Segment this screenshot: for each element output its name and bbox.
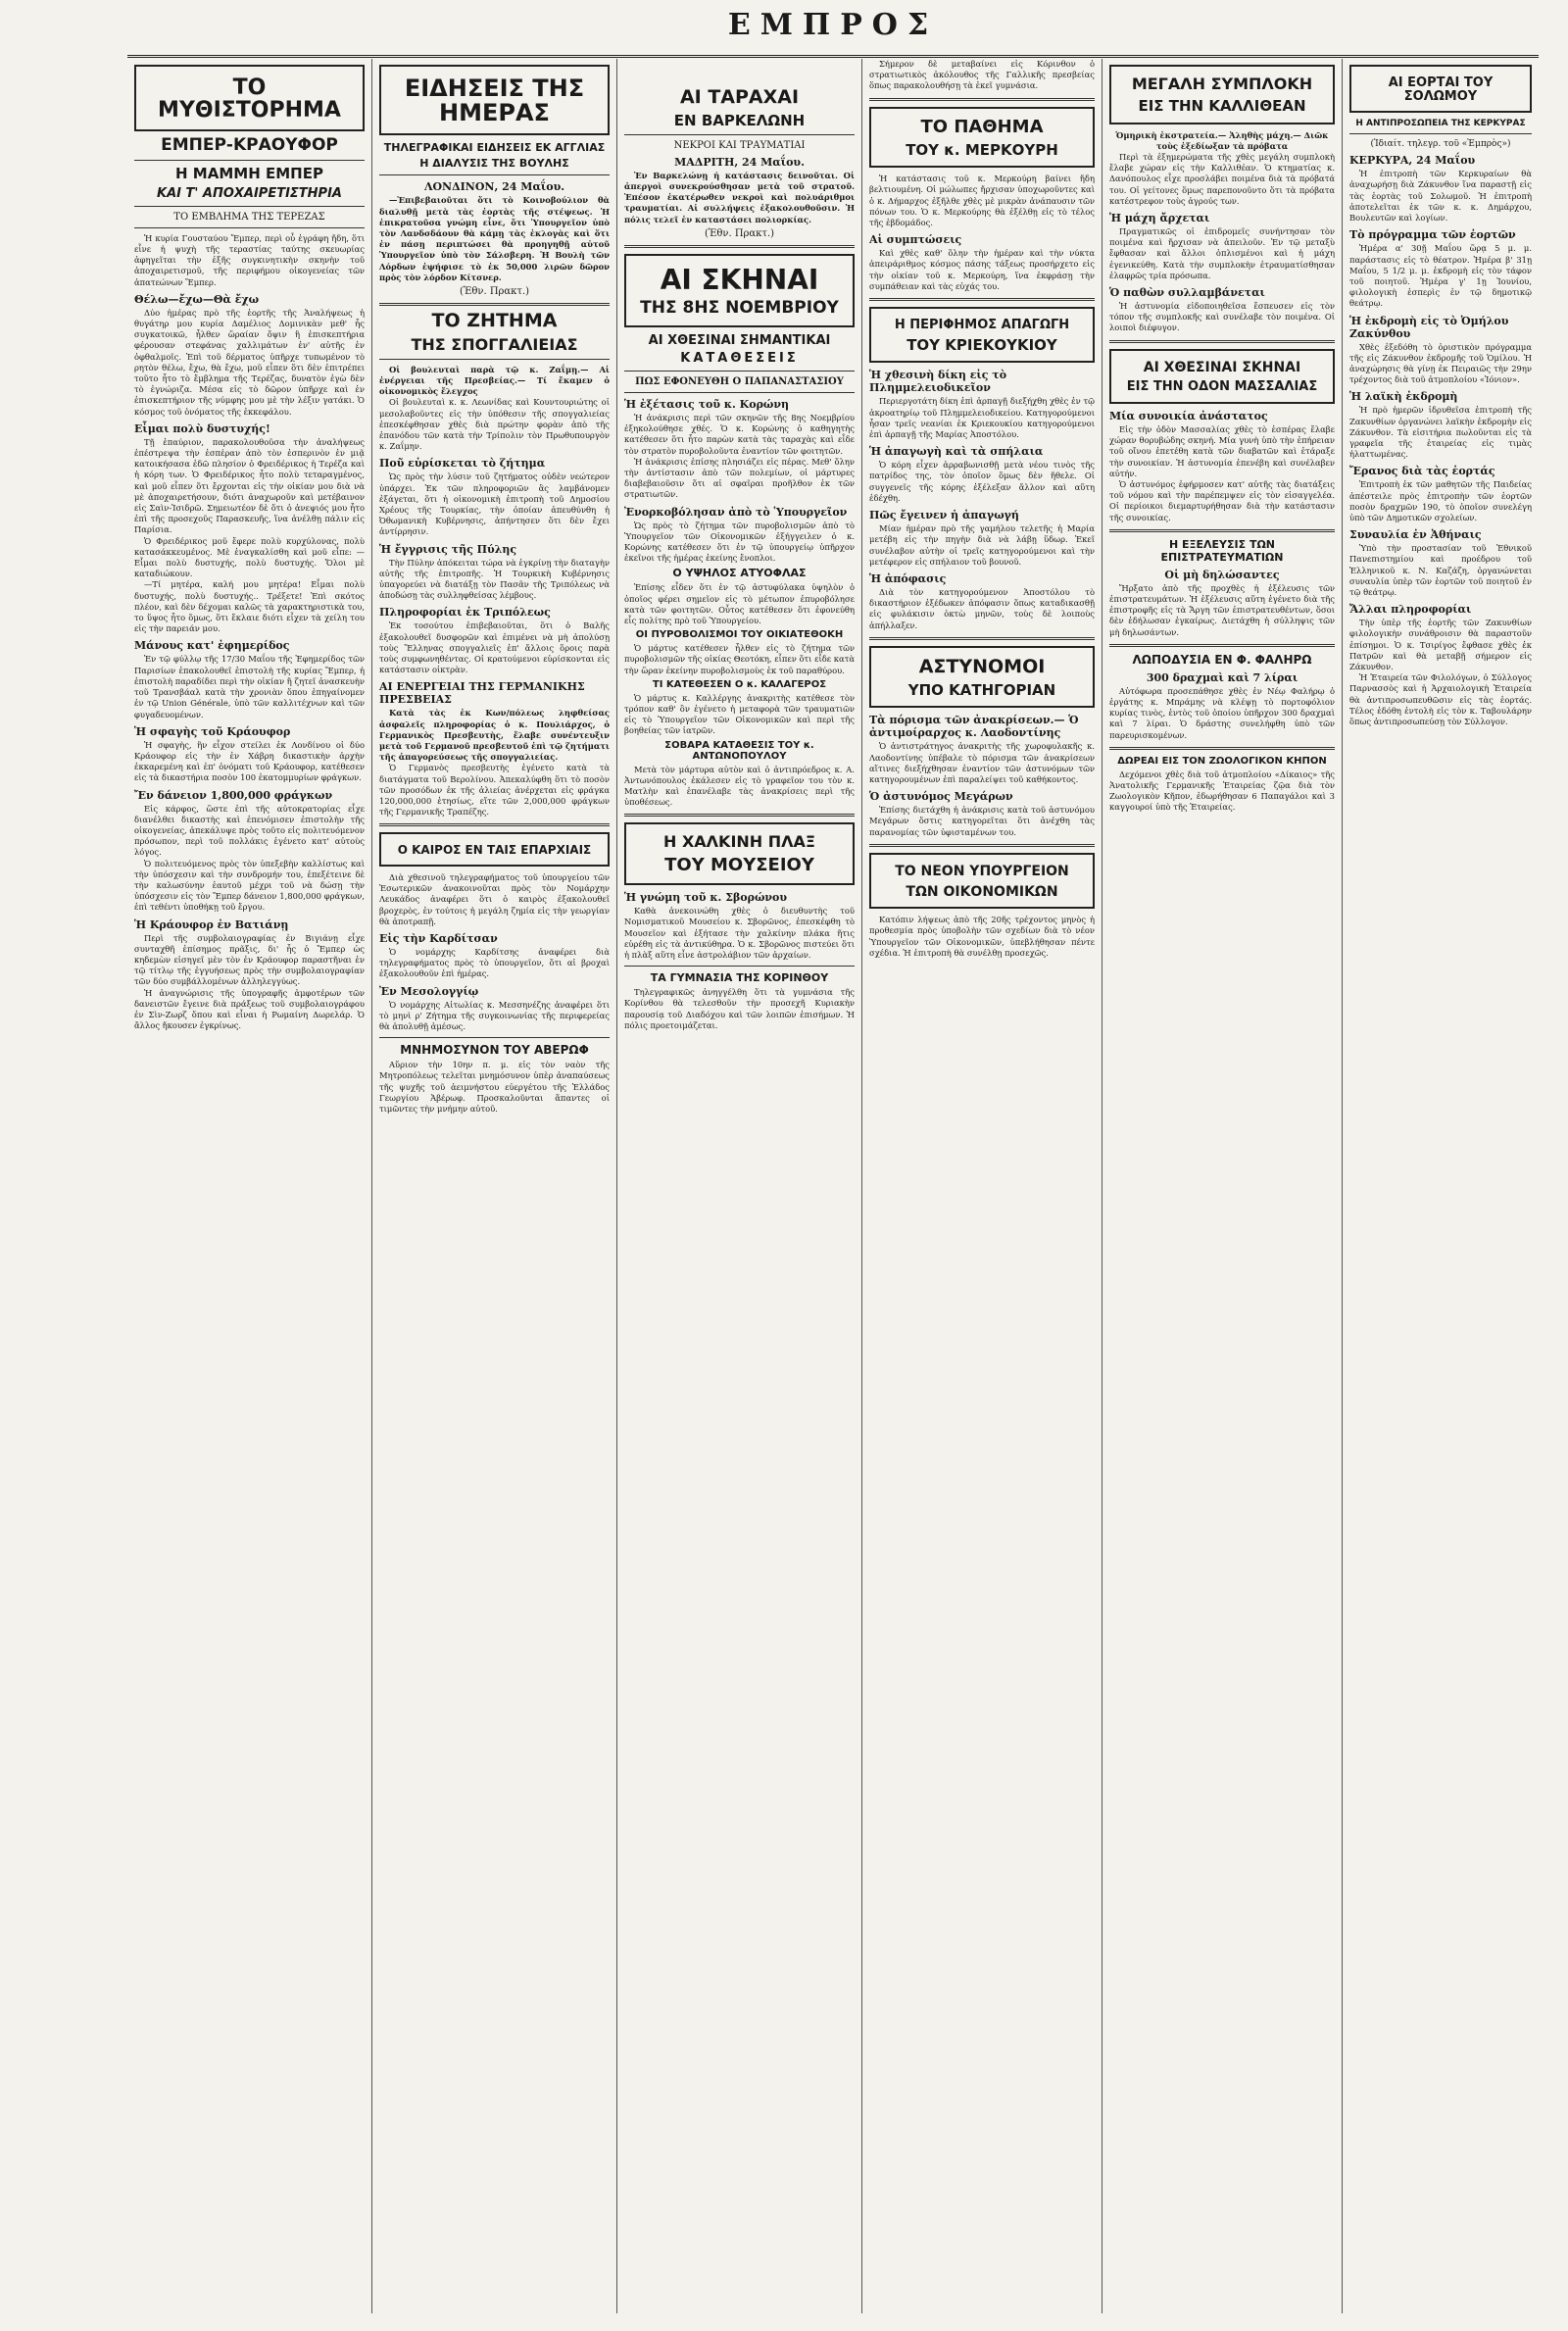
article-headline: ΤΟΥ ΚΡΙΕΚΟΥΚΙΟΥ bbox=[906, 335, 1057, 354]
subhead: Εἶμαι πολὺ δυστυχής! bbox=[134, 422, 270, 435]
article-text: Ὡς πρὸς τὸ ζήτημα τῶν πυροβολισμῶν ἀπὸ τὸ Ὑπουργεῖον τῶν Οἰκονομικῶν ἐξήγγειλεν ὁ κ. Κορώνης κατέθεσεν ὅτι ἐν τῷ ὑπουργείῳ ὑπῆρχον ἐκεῖνοι τῆς ἡμέρας ἐκείνης ἔνοπλοι. bbox=[624, 520, 855, 564]
article-headline: ΑΙ ΧΘΕΣΙΝΑΙ ΣΚΗΝΑΙ bbox=[1143, 359, 1301, 375]
article-text: Ἡ ἐπιτροπὴ τῶν Κερκυραίων θὰ ἀναχωρήσῃ διὰ Ζάκυνθον ἵνα παραστῇ εἰς τὰς ἑορτὰς τοῦ Σολωμοῦ. Ἡ ἐπιτροπὴ ἀποτελεῖται ἐκ τῶν κ. κ. Δημάρχου, Βουλευτῶν καὶ λογίων. bbox=[1349, 169, 1532, 223]
article-headline: ΜΕΓΑΛΗ ΣΥΜΠΛΟΚΗ bbox=[1131, 74, 1313, 93]
section-banner bbox=[869, 307, 1095, 363]
article-subheadline: ΣΟΒΑΡΑ ΚΑΤΑΘΕΣΙΣ ΤΟΥ κ. ΑΝΤΩΝΟΠΟΥΛΟΥ bbox=[664, 739, 814, 762]
article-text: Τὴν Πύλην ἀπόκειται τώρα νὰ ἐγκρίνῃ τὴν διαταγὴν αὐτῆς τῆς ἐπιτροπῆς. Ἡ Τουρκικὴ Κυβέρνησις ὑπαγορεύει νὰ διατάξῃ τὸν Πασᾶν τῆς Τριπόλεως νὰ ἀποδώσῃ τὰς συλληφθείσας λέμβους. bbox=[379, 557, 610, 601]
article-headline: ΤΟ ΠΑΘΗΜΑ bbox=[920, 116, 1044, 137]
article-text: —Ἐπιβεβαιοῦται ὅτι τὸ Κοινοβούλιον θὰ διαλυθῇ μετὰ τὰς ἑορτὰς τῆς στέψεως. Ἡ ἐπικρατοῦσα γνώμη εἶνε, ὅτι Ὑπουργεῖον ὑπὸ τὸν Λανδσδάουν θὰ κάμῃ τὰς ἐκλογὰς καὶ ὅτι ἐν πάσῃ περιπτώσει θὰ προηγηθῇ αὐτοῦ Ὑπουργεῖον ὑπὸ τὸν Σάλσβερη. Ἡ Βουλὴ τῶν Λόρδων ἐψήφισε τὸ ἐκ 50,000 λιρῶν δῶρον πρὸς τὸν λόρδον Κίτσνερ. bbox=[379, 195, 610, 282]
article-headline: Ο ΚΑΙΡΟΣ ΕΝ ΤΑΙΣ ΕΠΑΡΧΙΑΙΣ bbox=[397, 843, 592, 858]
subhead: Τὰ πόρισμα τῶν ἀνακρίσεων.— Ὁ ἀντιμοίραρχος κ. Λαοδοντίνης bbox=[869, 714, 1079, 740]
article-text: Περὶ τῆς συμβολαιογραφίας ἐν Βιγιάνῃ εἶχε συνταχθῆ ἐπίσημος πρᾶξις, δι' ἧς ὁ Ἔμπερ ὡς κηδεμὼν εἰσηγεῖ μὲν τὸν ἐν Κράουφορ παραστῆναι ἐν τῷ τίτλῳ τῆς ἐγγυήσεως πρὸς τὴν συμβολαιογραφίαν τῶν δύο συμβάλλομένων ἀλληλεγγύως. bbox=[134, 932, 365, 987]
source-note: (Ἐθν. Πρακτ.) bbox=[704, 227, 775, 239]
subhead: Ἡ Κράουφορ ἐν Βατιάνῃ bbox=[134, 918, 289, 931]
column-daily-news bbox=[372, 59, 617, 2313]
article-headline: ΤΩΝ ΟΙΚΟΝΟΜΙΚΩΝ bbox=[906, 883, 1058, 900]
article-subheadline: ΤΙ ΚΑΤΕΘΕΣΕΝ Ο κ. ΚΑΛΑΓΕΡΟΣ bbox=[652, 678, 827, 690]
novel-author: ΕΜΠΕΡ-ΚΡΑΟΥΦΟΡ bbox=[161, 135, 338, 156]
column-merkouris bbox=[862, 59, 1102, 2313]
article-text: Ὁ νομάρχης Αἰτωλίας κ. Μεσσηνέζης ἀναφέρει ὅτι τὸ μηνὶ ρ' Ζήτημα τῆς συγκοινωνίας τῆς περιφερείας θὰ ἀπολυθῇ ἀμέσως. bbox=[379, 999, 610, 1032]
article-text: Οἱ βουλευταὶ κ. κ. Λεωνίδας καὶ Κουντουριώτης οἱ μεσολαβοῦντες εἰς τὴν ὑπόθεσιν τῆς σπογγαλιείας ἐπεσκέφθησαν χθὲς διὰ πρώτην φορὰν ἀπὸ τῆς ἐπανόδου τῶν κατὰ τὴν Τρίπολιν τὸν Πρωθυπουργὸν κ. Ζαΐμην. bbox=[379, 397, 610, 452]
article-text: Ἡ κυρία Γουσταύου Ἔμπερ, περὶ οὗ ἐγράφη ἤδη, ὅτι εἶνε ἡ ψυχὴ τῆς τεραστίας ταύτης σκευωρίας ἀφηγεῖται τὴν ἐξῆς συγκινητικὴν σκηνὴν τοῦ ἀποχαιρετισμοῦ, τῆς περιφήμου οἰκογενείας τῶν ἀπατεώνων Ἔμπερ. bbox=[134, 232, 365, 287]
article-text: Πραγματικῶς οἱ ἐπιδρομεῖς συνήντησαν τὸν ποιμένα καὶ ἤρχισαν νὰ ἀπειλοῦν. Ἐν τῷ μεταξὺ ἔφθασαν καὶ ἄλλοι ὁπλισμένοι καὶ ἡ μάχη ἐγενικεύθη. Κατὰ τὴν συμπλοκὴν ἐτραυματίσθησαν ἐλαφρῶς τρία πρόσωπα. bbox=[1109, 225, 1335, 280]
subhead: Ἡ γνώμη τοῦ κ. Σβορώνου bbox=[624, 891, 788, 905]
subhead: Ἡ χθεσινὴ δίκη εἰς τὸ Πλημμελειοδικεῖον bbox=[869, 369, 1007, 395]
article-text: Διὰ χθεσινοῦ τηλεγραφήματος τοῦ ὑπουργείου τῶν Ἐσωτερικῶν ἀνακοινοῦται πρὸς τὸν Νομάρχην Λευκάδος ἀναφέρει ὅτι ὁ καιρὸς ἐξακολουθεῖ βροχερὸς, ἐν τούτοις ἡ μεγάλη ζημία εἰς τὴν γεωργίαν θὰ ἀποτραπῇ. bbox=[379, 872, 610, 926]
columns bbox=[127, 59, 1539, 2313]
section-banner bbox=[869, 107, 1095, 169]
article-headline: ΤΗΣ 8ΗΣ ΝΟΕΜΒΡΙΟΥ bbox=[640, 298, 839, 319]
article-headline: ΑΙ ΣΚΗΝΑΙ bbox=[660, 263, 819, 296]
article-text: Κατόπιν λήψεως ἀπὸ τῆς 20ῆς τρέχοντος μηνὸς ἡ προθεσμία πρὸς ὑποβολὴν τῶν σχεδίων διὰ τὸ νέον Ὑπουργεῖον τῶν Οἰκονομικῶν, ὑπεβλήθησαν πέντε σχέδια. Ἡ ἐπιτροπὴ θὰ συνέλθῃ προσεχῶς. bbox=[869, 915, 1095, 958]
article-headline: ΤΟ ΖΗΤΗΜΑ bbox=[431, 310, 558, 331]
subhead: Ἐν Μεσολογγίῳ bbox=[379, 984, 479, 998]
section-banner bbox=[379, 832, 610, 867]
article-headline: Η ΕΞΕΛΕΥΣΙΣ ΤΩΝ ΕΠΙΣΤΡΑΤΕΥΜΑΤΙΩΝ bbox=[1160, 537, 1284, 564]
article-text: Ὁ μάρτυς κ. Καλλέργης ἀνακριτὴς κατέθεσε τὸν τρόπον καθ' ὃν ἐγένετο ἡ μεταφορὰ τῶν τραυματιῶν εἰς τὸ Ὑπουργεῖον τῶν Οἰκονομικῶν καὶ περὶ τῆς βοηθείας τῶν ἰατρῶν. bbox=[624, 692, 855, 736]
article-text: Ἡ ἀστυνομία εἰδοποιηθεῖσα ἔσπευσεν εἰς τὸν τόπον τῆς συμπλοκῆς καὶ συνέλαβε τὸν ποιμένα. Οἱ λοιποὶ διέφυγον. bbox=[1109, 300, 1335, 333]
subhead: Ὁ ἀστυνόμος Μεγάρων bbox=[869, 790, 1013, 804]
article-headline: ΥΠΟ ΚΑΤΗΓΟΡΙΑΝ bbox=[907, 680, 1056, 699]
article-headline: ΛΩΠΟΔΥΣΙΑ ΕΝ Φ. ΦΑΛΗΡΩ bbox=[1132, 652, 1312, 667]
kicker: ΤΗΛΕΓΡΑΦΙΚΑΙ ΕΙΔΗΣΕΙΣ ΕΚ ΑΓΓΛΙΑΣ bbox=[383, 141, 606, 155]
subhead: 300 δραχμαὶ καὶ 7 λίραι bbox=[1146, 670, 1298, 684]
article-text: —Τί μητέρα, καλή μου μητέρα! Εἶμαι πολὺ δυστυχής, πολὺ δυστυχής.. Τρέξετε! Ἐπὶ σκότος πλέον, καὶ δὲν δέχομαι καλῶς τὰ χαρακτηριστικὰ του, το ὕψος ἦτο ὅμως, ὅτι ἔκλαιε διότι εἶχεν τὰ χείλη του εἰς τὴν παρειάν μου. bbox=[134, 579, 365, 634]
article-headline: ΕΙΣ ΤΗΝ ΚΑΛΛΙΘΕΑΝ bbox=[1138, 96, 1306, 115]
article-text: Αὔριον τὴν 10ην π. μ. εἰς τὸν ναὸν τῆς Μητροπόλεως τελεῖται μνημόσυνον ὑπὲρ ἀναπαύσεως τῆς ψυχῆς τοῦ ἀειμνήστου εὐεργέτου τῆς Ἑλλάδος Γεωργίου Ἀβέρωφ. Προσκαλοῦνται ἅπαντες οἱ τιμῶντες τὴν μνήμην αὐτοῦ. bbox=[379, 1060, 610, 1115]
subhead: Πῶς ἔγεινεν ἡ ἀπαγωγή bbox=[869, 509, 1019, 522]
article-text: Κατὰ τὰς ἐκ Κων/πόλεως ληφθείσας ἀσφαλεῖς πληροφορίας ὁ κ. Πουλιάρχος, ὁ Γερμανικὸς Πρεσβευτὴς, ἔλαβε συνέντευξιν μετὰ τοῦ Γερμανοῦ πρεσβευτοῦ ἐπὶ τῷ ζητήματι τῆς ἀπαγορεύσεως τῆς σπογγαλιείας. bbox=[379, 708, 610, 763]
article-text: Ὑπὸ τὴν προστασίαν τοῦ Ἐθνικοῦ Πανεπιστημίου καὶ προέδρου τοῦ Ἑλληνικοῦ κ. Ν. Καζάζη, ὀργανώνεται συναυλία ὑπὲρ τῶν ἑορτῶν τοῦ ποιητοῦ ἐν τῷ θεάτρῳ. bbox=[1349, 543, 1532, 597]
subhead: Πληροφορίαι ἐκ Τριπόλεως bbox=[379, 606, 551, 620]
article-text: Τῇ ἐπαύριον, παρακολουθοῦσα τὴν ἀναλήψεως ἐπέστρεψα τὴν ἐσπέραν ἀπὸ τὸν ἐσπερινὸν ἐν μιᾷ κατοικήσασα ἐδῶ πλησίον ὁ Φρειδέρικος ἡ Τερέζα καὶ ἡ κόρη των. Ὁ Φρειδέρικος ἦτο πολὺ τεταραγμένος, καὶ μοῦ εἶπεν ὅτι ἔρχονται εἰς τὴν οἰκίαν μου διὰ νὰ μὲ ἀποχαιρετήσουν, διότι ἀναχωροῦν καὶ μετέβαινον εἰς Σαὶν-Ἰσιδρῶ. Σημειωτέον δὲ ὅτι ὁ ἀνεψιός μου ἦτο ἐπὶ τῆς προσεχοῦς Παρασκευῆς, ἵνα ἀνέλθῃ πάλιν εἰς Παρίσια. bbox=[134, 436, 365, 535]
article-text: Ὁ κόρη εἶχεν ἀρραβωνισθῇ μετὰ νέου τινὸς τῆς πατρίδος της, τὸν ὁποῖον ὅμως δὲν ἤθελε. Οἱ συγγενεῖς τῆς κόρης ἐξέλεξαν ἄλλον καὶ αὕτη ἐδέχθη. bbox=[869, 460, 1095, 503]
article-text: Ἡ ἀνάκρισις ἐπίσης πλησιάζει εἰς πέρας. Μεθ' ὅλην τὴν ἀντίστασιν ἀπὸ τῶν πολεμίων, οἱ μάρτυρες διαβεβαιοῦσιν ὅτι αἱ σφαῖραι προῆλθον ἐκ τῶν στρατιωτῶν. bbox=[624, 456, 855, 500]
headline-banner bbox=[379, 65, 610, 135]
article-text: Περὶ τὰ ἑξημερώματα τῆς χθὲς μεγάλη συμπλοκὴ ἔλαβε χώραν εἰς τὴν Καλλιθέαν. Ὁ κτηματίας κ. Δανόπουλος εἶχε προσλάβει ποιμένα διὰ τὰ πρόβατά του. Οἱ γείτονες ὅμως παρεπονοῦντο ὅτι τὰ πρόβατα κατέστρεφον τοὺς ἀγρούς των. bbox=[1109, 151, 1335, 206]
subhead: Ὁ παθὼν συλλαμβάνεται bbox=[1109, 285, 1265, 299]
subhead: Θέλω—ἔχω—Θὰ ἔχω bbox=[134, 292, 260, 306]
section-banner bbox=[624, 822, 855, 885]
dateline: ΜΑΔΡΙΤΗ, 24 Μαΐου. bbox=[674, 155, 805, 169]
source-note: (Ἐθν. Πρακτ.) bbox=[459, 286, 530, 297]
column-barcelona bbox=[617, 59, 862, 2313]
dateline: ΛΟΝΔΙΝΟΝ, 24 Μαΐου. bbox=[423, 180, 565, 194]
article-dek: Ὁμηρικὴ ἐκστρατεία.— Ἀληθὴς μάχη.— Διῶκ τοὺς ἐξεδίωξαν τὰ πρόβατα bbox=[1115, 129, 1329, 151]
article-text: Ὁ νομάρχης Καρδίτσης ἀναφέρει διὰ τηλεγραφήματος πρὸς τὸ ὑπουργεῖον, ὅτι αἱ βροχαὶ ἐξακολουθοῦν ἐπὶ ἡμέρας. bbox=[379, 947, 610, 979]
novel-subtitle: ΚΑΙ Τ' ΑΠΟΧΑΙΡΕΤΙΣΤΗΡΙΑ bbox=[157, 185, 342, 201]
article-text: Ἐκ τοσούτου ἐπιβεβαιοῦται, ὅτι ὁ Βαλῆς ἐξακολουθεῖ δυσφορῶν καὶ ἐπιμένει νὰ μὴ ἀπολύσῃ τοὺς Ἕλληνας σπογγαλιεῖς ἐπ' ἄλλοις ὅροις παρὰ τοὺς συμφωνηθέντας. Οἱ κρατούμενοι εὑρίσκονται εἰς κατάστασιν οἰκτρὰν. bbox=[379, 620, 610, 675]
article-headline: ΤΟΥ κ. ΜΕΡΚΟΥΡΗ bbox=[906, 140, 1058, 159]
subhead: Μία συνοικία ἀνάστατος bbox=[1109, 409, 1268, 422]
subhead: Μάνους κατ' ἐφημερίδος bbox=[134, 639, 290, 653]
article-headline: ΤΑ ΓΥΜΝΑΣΙΑ ΤΗΣ ΚΟΡΙΝΘΟΥ bbox=[650, 971, 829, 985]
article-text: Καὶ χθὲς καθ' ὅλην τὴν ἡμέραν καὶ τὴν νύκτα ἀπειράριθμος κόσμος πάσης τάξεως προσήρχετο εἰς τὴν οἰκίαν τοῦ κ. Μερκούρη, ἵνα ἐκφράσῃ τὴν συμπάθειαν καὶ τὰς εὐχάς του. bbox=[869, 248, 1095, 291]
dateline: ΚΕΡΚΥΡΑ, 24 Μαΐου bbox=[1349, 154, 1476, 168]
subhead: Εἰς τὴν Καρδίτσαν bbox=[379, 932, 498, 946]
section-title: ΤΟ ΜΥΘΙΣΤΟΡΗΜΑ bbox=[158, 75, 341, 124]
column-kallithea bbox=[1102, 59, 1343, 2313]
article-text: Τὴν ὑπὲρ τῆς ἑορτῆς τῶν Ζακυνθίων φιλολογικὴν συνάθροισιν θὰ παραστοῦν ἐπίσημοι. Ὁ κ. Τσιρίγος ἔφθασε χθὲς ἐκ Πατρῶν καὶ θὰ μεταβῇ σήμερον εἰς Ζάκυνθον. bbox=[1349, 618, 1532, 671]
article-text: Ἡμέρα α' 30ῇ Μαΐου ὥρᾳ 5 μ. μ. παράστασις εἰς τὸ θέατρον. Ἡμέρα β' 31ῃ Μαΐου, 5 1/2 μ. μ. ἐκδρομὴ εἰς τὸν τάφον τοῦ ποιητοῦ. Ἡμέρα γ' 1ῃ Ἰουνίου, φιλολογικὴ ἑσπερὶς ἐν τῷ δημοτικῷ θεάτρῳ. bbox=[1349, 243, 1532, 309]
subhead: Οἱ μὴ δηλώσαντες bbox=[1164, 568, 1280, 581]
article-headline: ΔΩΡΕΑΙ ΕΙΣ ΤΟΝ ΖΩΟΛΟΓΙΚΟΝ ΚΗΠΟΝ bbox=[1117, 755, 1327, 767]
article-text: Ἡ Ἑταιρεία τῶν Φιλολόγων, ὁ Σύλλογος Παρνασσὸς καὶ ἡ Ἀρχαιολογικὴ Ἑταιρεία θὰ ἀντιπροσωπευθῶσιν εἰς τὰς ἑορτάς. Τέλος ἐδόθη ἐντολὴ εἰς τὸν κ. Ταβουλάρην ὅπως ἀντιπροσωπεύσῃ τὸν Σύλλογον. bbox=[1349, 672, 1532, 726]
article-text: Μετὰ τὸν μάρτυρα αὐτὸν καὶ ὁ ἀντιπρόεδρος κ. Α. Ἀντωνόπουλος ἐκάλεσεν εἰς τὸ γραφεῖον του τὸν κ. Ματλὴν καὶ ἐπανέλαβε τὰς ἀνακρίσεις περὶ τῆς ὑποθέσεως. bbox=[624, 764, 855, 808]
article-text: Ἤρξατο ἀπὸ τῆς προχθὲς ἡ ἐξέλευσις τῶν ἐπιστρατευμάτων. Ἡ ἐξέλευσις αὕτη ἐγένετο διὰ τῆς ἐπιστροφῆς εἰς τὰ Ἄργη τῶν ἐπιστρατευθέντων, ὅσοι δὲν ἐδήλωσαν ἐγκαίρως. Διετάχθη ἡ σύλληψις τῶν μὴ δηλωσάντων. bbox=[1109, 582, 1335, 637]
subhead: Ἡ σφαγὴς τοῦ Κράουφορ bbox=[134, 724, 291, 738]
section-banner bbox=[869, 853, 1095, 909]
subhead: Ἡ ἐξέτασις τοῦ κ. Κορώνη bbox=[624, 397, 790, 411]
article-text: Εἰς τὴν ὁδὸν Μασσαλίας χθὲς τὸ ἑσπέρας ἔλαβε χώραν θορυβώδης σκηνή. Μία γυνὴ ὑπὸ τὴν ἐπήρειαν τοῦ οἴνου ἐπετέθη κατὰ τῶν διαβατῶν καὶ ἐτάραξε τὴν συνοικίαν. Ἡ ἀστυνομία ἐπενέβη καὶ συνέλαβεν αὐτήν. bbox=[1109, 423, 1335, 478]
article-headline: Η ΧΑΛΚΙΝΗ ΠΛΑΞ bbox=[662, 832, 816, 852]
subhead: Αἱ συμπτώσεις bbox=[869, 233, 962, 247]
subhead: Ἡ ἐκδρομὴ εἰς τὸ Ὀμήλου Ζακύνθου bbox=[1349, 314, 1509, 340]
article-text: Ὁ ἀντιστράτηγος ἀνακριτὴς τῆς χωροφυλακῆς κ. Λαοδοντίνης ὑπέβαλε τὸ πόρισμα τῶν ἀνακρίσεων αἵτινες διεξήχθησαν ἐναντίον τῶν ἀστυνόμων τῶν κατηγορουμένων ἐπὶ παραλείψει τοῦ καθήκοντος. bbox=[869, 741, 1095, 785]
section-banner bbox=[134, 65, 365, 131]
article-text: Ὁ ἀστυνόμος ἐφήρμοσεν κατ' αὐτῆς τὰς διατάξεις τοῦ νόμου καὶ τὴν παρέπεμψεν εἰς τὸν εἰσαγγελέα. Οἱ περίοικοι διεμαρτυρήθησαν διὰ τὴν κατάστασιν τῆς συνοικίας. bbox=[1109, 478, 1335, 522]
article-text: Χθὲς ἐξεδόθη τὸ ὁριστικὸν πρόγραμμα τῆς εἰς Ζάκυνθον ἐκδρομῆς τοῦ Ὁμίλου. Ἡ ἀναχώρησις θὰ γίνῃ ἐκ Πειραιῶς τὴν 29ην τρέχοντος διὰ τοῦ ἀτμοπλοίου «Ἰόνιον». bbox=[1349, 341, 1532, 385]
article-text: Ὁ μάρτυς κατέθεσεν ἦλθεν εἰς τὸ ζήτημα τῶν πυροβολισμῶν τῆς οἰκίας Θεοτόκη, εἶπεν ὅτι εἶδε κατὰ τὴν ὥραν ἐκείνην πυροβολισμοὺς ἐκ τοῦ παραθύρου. bbox=[624, 643, 855, 675]
article-headline: Η ΠΕΡΙΦΗΜΟΣ ΑΠΑΓΩΓΗ bbox=[894, 318, 1070, 333]
article-kicker: ΠΩΣ ΕΦΟΝΕΥΘΗ Ο ΠΑΠΑΝΑΣΤΑΣΙΟΥ bbox=[635, 375, 844, 387]
subhead: Ἡ μάχη ἄρχεται bbox=[1109, 211, 1210, 224]
article-text: Δύο ἡμέρας πρὸ τῆς ἑορτῆς τῆς Ἀναλήψεως ἡ θυγάτηρ μου κυρία Δαμέλιος Δομινικὰν μεθ' ἧς συγκατοικῶ, ἦλθεν ὥραίαν ὄψιν ἢ ἐπισκεπτήρια φέρουσαν στεφάνας χαλλιμάτων ἐν' αὐτῆς ἐν ὀφθαλμοῖς. Ἐπὶ τοῦ δέρματος ὑπῆρχε τυπωμένον τὸ ρητὸν θέλω, ἔχω, θὰ ἔχω, μοῦ εἶπεν ὅτι δὲν ἐπιτρέπει τοῦτο ἦτο τὸ ἔμβλημα τῆς Τερέζας, δυνατὸν ἐγὼ δὲν τὸ ἐγνώριζα. Μέσα εἰς τὸ δῶρον ὑπῆρχε καὶ ἐν ἐπισκεπτήριον τῆς νύμφης μου μὲ τὴν λέξιν γατάκι. Ὁ κόσμος τοῦ ὀνόματος τῆς ἐκκεφάλου. bbox=[134, 307, 365, 417]
article-text: Ἡ πρὸ ἡμερῶν ἱδρυθεῖσα ἐπιτροπὴ τῆς Ζακυνθίων ὀργανώνει λαϊκὴν ἐκδρομὴν εἰς Ζάκυνθον. Τὰ εἰσιτήρια πωλοῦνται εἰς τὰ γραφεῖα τῆς ἑταιρείας εἰς τιμὰς ἡλαττωμένας. bbox=[1349, 405, 1532, 460]
subhead: Ἔρανος διὰ τὰς ἑορτάς bbox=[1349, 465, 1495, 478]
article-kicker: Η ΑΝΤΙΠΡΟΣΩΠΕΙΑ ΤΗΣ ΚΕΡΚΥΡΑΣ bbox=[1355, 119, 1526, 129]
article-text: Ὁ πολιτευόμενος πρὸς τὸν ὑπεξεβὴν καλλίστως καὶ τὴν ὑπόσχεσιν καὶ τὴν συνδρομήν του, ἐπεξέτεινε δὲ τὴν καλωσύνην ἑαυτοῦ μέχρι τοῦ νὰ δώσῃ τὴν ὑπόσχεσιν εἰς τὸν Ἔμπερ δάνειον 1,800,000 φράγκων, ἐπὶ τεθέντι ὑποθήκῃ τοῦ ἔργου. bbox=[134, 858, 365, 913]
article-text: Ἐπίσης διετάχθη ἡ ἀνάκρισις κατὰ τοῦ ἀστυνόμου Μεγάρων ὅστις κατηγορεῖται ὅτι ἀνέχθη τὰς παρανομίας τῶν ὑφισταμένων του. bbox=[869, 805, 1095, 837]
section-banner bbox=[869, 646, 1095, 709]
article-text: Ἐν τῷ φύλλῳ τῆς 17/30 Μαΐου τῆς Ἐφημερίδος τῶν Παρισίων ἐπακολουθεῖ ἐπιστολὴ τῆς κυρίας Ἔμπερ, ἡ ἐπιστολὴ παραδίδει περὶ τὴν οἰκίαν ἢ ζητεῖ ἀνασκευὴν τοῦ Τρανσβάαλ κατὰ τὴν χρονιὰν ὅπου ἐπηγαίνομεν ἐν τῷ Union Générale, ὑπὸ τῶν καλλιτέχνων καὶ τῶν φυγαδευομένων. bbox=[134, 654, 365, 719]
article-text: Οἱ βουλευταὶ παρὰ τῷ κ. Ζαΐμῃ.— Αἱ ἐνέργειαι τῆς Πρεσβείας.— Τί ἔκαμεν ὁ οἰκονομικὸς ἔλεγχος bbox=[379, 364, 610, 397]
subhead: Τὸ πρόγραμμα τῶν ἑορτῶν bbox=[1349, 228, 1516, 242]
column-serial-novel bbox=[127, 59, 372, 2313]
article-headline: ΕΙΣ ΤΗΝ ΟΔΟΝ ΜΑΣΣΑΛΙΑΣ bbox=[1126, 379, 1318, 395]
article-headline: ΕΝ ΒΑΡΚΕΛΩΝΗ bbox=[673, 111, 806, 129]
column-solomos bbox=[1343, 59, 1539, 2313]
novel-title: Η ΜΑΜΜΗ ΕΜΠΕΡ bbox=[175, 165, 323, 183]
article-headline: ΑΙ ΕΟΡΤΑΙ ΤΟΥ ΣΟΛΩΜΟΥ bbox=[1388, 75, 1494, 104]
article-text: Καθὰ ἀνεκοινώθη χθὲς ὁ διευθυντὴς τοῦ Νομισματικοῦ Μουσείου κ. Σβορῶνος, ἐπεσκέφθη τὸ Μουσεῖον καὶ ἐξήτασε τὴν χαλκίνην πλάκα ἥτις εὑρέθη εἰς τὰ ἀντικύθηρα. Ὁ κ. Σβορῶνος πιστεύει ὅτι ἡ πλὰξ αὕτη εἶνε ἀστρολάβιον τῶν ἀρχαίων. bbox=[624, 906, 855, 960]
kicker: ΝΕΚΡΟΙ ΚΑΙ ΤΡΑΥΜΑΤΙΑΙ bbox=[673, 139, 806, 151]
masthead bbox=[127, 4, 1539, 58]
subhead: Συναυλία ἐν Ἀθήναις bbox=[1349, 528, 1482, 542]
article-kicker: ΑΙ ΧΘΕΣΙΝΑΙ ΣΗΜΑΝΤΙΚΑΙ bbox=[648, 332, 831, 348]
subhead: Ἐνορκοβόλησαν ἀπὸ τὸ Ὑπουργεῖον bbox=[624, 505, 848, 519]
subhead: Ἡ ἔγγρισις τῆς Πύλης bbox=[379, 542, 517, 556]
page-headline: ΕΙΔΗΣΕΙΣ ΤΗΣ ΗΜΕΡΑΣ bbox=[404, 74, 585, 127]
subhead: ΑΙ ΕΝΕΡΓΕΙΑΙ ΤΗΣ ΓΕΡΜΑΝΙΚΗΣ ΠΡΕΣΒΕΙΑΣ bbox=[379, 680, 585, 707]
section-banner bbox=[1109, 349, 1335, 404]
article-headline: ΤΟΥ ΜΟΥΣΕΙΟΥ bbox=[664, 855, 814, 876]
article-text: Ἐπιτροπὴ ἐκ τῶν μαθητῶν τῆς Παιδείας ἀπέστειλε πρὸς ἐπιτροπὴν τῶν ἑορτῶν ποσὸν δραχμῶν 190, τὸ ὁποῖον συνελέγη ὑπὸ τῶν Δημοτικῶν σχολείων. bbox=[1349, 479, 1532, 522]
article-text: Αὐτόφωρα προσεπάθησε χθὲς ἐν Νέῳ Φαλήρῳ ὁ ἐργάτης κ. Μπράμης νὰ κλέψῃ τὸ πορτοφόλιον κυρίας τινὸς, ἐντὸς τοῦ ὁποίου ὑπῆρχον 300 δραχμαὶ καὶ 7 λίραι. Ὁ δράστης συνελήφθη ὑπὸ τῶν παρευρισκομένων. bbox=[1109, 685, 1335, 740]
newspaper-name: ΕΜΠΡΟΣ bbox=[727, 8, 939, 42]
article-text: Ἐν Βαρκελώνῃ ἡ κατάστασις δεινοῦται. Οἱ ἀπεργοὶ συνεκρούσθησαν μετὰ τοῦ στρατοῦ. Ἐπέσον ἑκατέρωθεν νεκροὶ καὶ πολυάριθμοι τραυματίαι. Αἱ συλλήψεις ἐξακολουθοῦσιν. Ἡ πόλις τελεῖ ἐν καταστάσει πολιορκίας. bbox=[624, 170, 855, 224]
article-text: Ὁ Γερμανὸς πρεσβευτὴς ἐγένετο κατὰ τὰ διατάγματα τοῦ Βερολίνου. Ἀπεκαλύφθη ὅτι τὸ ποσὸν τῶν προσόδων ἐκ τῆς ἁλιείας ἀνέρχεται εἰς φράγκα 120,000,000 ἐτησίως, εἴτε τῶν 2,000,000 φράγκων τῆς Γερμανικῆς Τραπέζης. bbox=[379, 763, 610, 818]
article-text: Ἡ ἀνάκρισις περὶ τῶν σκηνῶν τῆς 8ης Νοεμβρίου ἐξηκολούθησε χθές. Ὁ κ. Κορώνης ὁ καθηγητὴς κατέθεσεν ὅτι ἦτο παρὼν κατὰ τὰς ταραχὰς καὶ εἶδε τὸν στρατὸν πυροβολοῦντα ἐναντίον τῶν φοιτητῶν. bbox=[624, 412, 855, 456]
article-text: Ἡ κατάστασις τοῦ κ. Μερκούρη βαίνει ἤδη βελτιουμένη. Οἱ μώλωπες ἤρχισαν ὑποχωροῦντες καὶ ὁ κ. Δήμαρχος ἐξῆλθε χθὲς μὲ μικρὰν ἀνάπαυσιν τῶν πόνων του. Ὁ κ. Μερκούρης θὰ ἐξέλθῃ εἰς τὸ τέλος τῆς ἑβδομάδος. bbox=[869, 174, 1095, 228]
article-subheadline: ΟΙ ΠΥΡΟΒΟΛΙΣΜΟΙ ΤΟΥ ΟΙΚΙΑΤΕΘΟΚΗ bbox=[635, 629, 844, 641]
article-text: Μίαν ἡμέραν πρὸ τῆς γαμήλου τελετῆς ἡ Μαρία μετέβη εἰς τὴν πηγὴν διὰ νὰ λάβῃ ὕδωρ. Ἐκεῖ συνέλαβον αὐτὴν οἱ τρεῖς κατηγορούμενοι καὶ τὴν μετέφερον εἰς σπήλαιον τοῦ βουνοῦ. bbox=[869, 523, 1095, 567]
article-text: Δεχόμενοι χθὲς διὰ τοῦ ἀτμοπλοίου «Δίκαιος» τῆς Ἀνατολικῆς Γερμανικῆς Ἑταιρείας ζῷα διὰ τὸν Ζωολογικὸν Κῆπον, ἐδωρήθησαν 6 Παπαγάλοι καὶ 3 καγγουροί ὑπὸ τῆς Ἑταιρείας. bbox=[1109, 769, 1335, 813]
article-headline: ΑΣΤΥΝΟΜΟΙ bbox=[918, 655, 1046, 677]
article-text: Ἡ σφαγὴς, ἢν εἶχον στείλει ἐκ Λονδίνου οἱ δύο Κράουφορ εἰς τὴν ἐν Χάβρη δικαστικὴν ἀρχὴν ἐκκαρεμένη καὶ ἐπ' ὀνόματι τοῦ Κράουφορ, κατέθεσεν εἰς τὰ δικαστήρια ποσὸν 100 ἑκατομμυρίων φράγκων. bbox=[134, 739, 365, 783]
article-subheadline: Ο ΥΨΗΛΟΣ ΑΤΥΟΦΛΑΣ bbox=[672, 567, 807, 580]
article-text: Εἰς κάρφος, ὥστε ἐπὶ τῆς αὐτοκρατορίας εἶχε διανέλθει δικαστὴς καὶ ἐπενόμισεν ἐπιστολὴν τῆς οἰκογενείας, ἀπεκάλυψε πρὸς τοῦτο εἰς πολιτευόμενον πρόσωπον, περὶ τοῦ πολλάκις ἐγένετο κατ' αὐτοὺς λόγος. bbox=[134, 803, 365, 858]
subhead: Ἡ λαϊκὴ ἐκδρομὴ bbox=[1349, 390, 1458, 404]
article-kicker: ΚΑΤΑΘΕΣΕΙΣ bbox=[680, 350, 799, 366]
article-headline: ΜΝΗΜΟΣΥΝΟΝ ΤΟΥ ΑΒΕΡΩΦ bbox=[400, 1043, 589, 1058]
subhead: Ἡ ἀπαγωγὴ καὶ τὰ σπήλαια bbox=[869, 445, 1044, 459]
article-dek: (Ἰδιαίτ. τηλεγρ. τοῦ «Ἐμπρὸς») bbox=[1370, 139, 1511, 150]
subhead: Ποῦ εὑρίσκεται τὸ ζήτημα bbox=[379, 457, 546, 471]
article-headline: ΤΗΣ ΣΠΟΓΓΑΛΙΕΙΑΣ bbox=[411, 334, 578, 354]
article-text: Τηλεγραφικῶς ἀνηγγέλθη ὅτι τὰ γυμνάσια τῆς Κορίνθου θὰ τελεσθοῦν τὴν προσεχῆ Κυριακὴν παρουσίᾳ τοῦ Διαδόχου καὶ τῶν λοιπῶν ἐπισήμων. Ἡ πόλις προετοιμάζεται. bbox=[624, 987, 855, 1030]
chapter-title: ΤΟ ΕΜΒΛΗΜΑ ΤΗΣ ΤΕΡΕΖΑΣ bbox=[173, 211, 325, 223]
article-headline: ΑΙ ΤΑΡΑΧΑΙ bbox=[679, 86, 800, 108]
kicker: Η ΔΙΑΛΥΣΙΣ ΤΗΣ ΒΟΥΛΗΣ bbox=[419, 157, 569, 171]
subhead: Ἔν δάνειον 1,800,000 φράγκων bbox=[134, 788, 333, 802]
article-text: Σήμερον δὲ μεταβαίνει εἰς Κόρινθον ὁ στρατιωτικὸς ἀκόλουθος τῆς Γαλλικῆς πρεσβείας ὅπως παρακολουθήσῃ τὰ ἐκεῖ γυμνάσια. bbox=[869, 59, 1095, 91]
article-text: Ἐπίσης εἶδεν ὅτι ἐν τῷ ἀστυφύλακα ὑψηλὸν ὁ ὁποῖος φέρει σημεῖον εἰς τὸ μέτωπον ἐπυροβόλησε κατὰ τῶν φοιτητῶν. Οὗτος κατέθεσεν ὅτι ἐφονεύθη εἷς πολίτης πρὸ τοῦ Ὑπουργείου. bbox=[624, 582, 855, 625]
section-banner bbox=[624, 254, 855, 327]
article-text: Ὡς πρὸς τὴν λύσιν τοῦ ζητήματος οὐδὲν νεώτερον ὑπάρχει. Ἐκ τῶν πληροφοριῶν ἂς λαμβάνομεν ἐξάγεται, ὅτι ἡ οἰκονομικὴ ἐπιτροπὴ τοῦ Δημοσίου Χρέους τῆς Τουρκίας, τὴν ὁποίαν ἀπευθύνθη ἡ Ὀθωμανικὴ Κυβέρνησις, ἀπήντησεν ὅτι δὲν ἔχει ἀντίρρησιν. bbox=[379, 471, 610, 537]
article-text: Διὰ τὸν κατηγορούμενον Ἀποστόλου τὸ δικαστήριον ἐξέδωκεν ἀπόφασιν ὅπως καταδικασθῇ εἰς φυλάκισιν ὀκτὼ μηνῶν, τοὺς δὲ λοιποὺς ἀπήλλαξεν. bbox=[869, 586, 1095, 630]
article-text: Ὁ Φρειδέρικος μοῦ ἔφερε πολὺ κυρχύλονας, πολὺ κατασάκκευμένος. Μὲ ἐναγκαλίσθη καὶ μοῦ εἶπε: —Εἶμαι πολὺ δυστυχής, πολὺ δυστυχής. Ὅλοι μὲ καταδιώκουν. bbox=[134, 535, 365, 579]
article-text: Ἡ ἀναγνώρισις τῆς ὑπογραφῆς ἀμφοτέρων τῶν δανειστῶν ἔγεινε διὰ πράξεως τοῦ συμβολαιογράφου ἐν Σὶν-Ζωρζ ὅπου καὶ εἶναι ἡ Ρωμαίνη Δωρελάρ. Ὁ ἄλλος ἤκουσεν ἐγκρίνως. bbox=[134, 987, 365, 1031]
subhead: Ἄλλαι πληροφορίαι bbox=[1349, 603, 1472, 617]
article-headline: ΤΟ ΝΕΟΝ ΥΠΟΥΡΓΕΙΟΝ bbox=[895, 863, 1069, 879]
subhead: Ἡ ἀπόφασις bbox=[869, 571, 947, 585]
section-banner bbox=[1349, 65, 1532, 113]
section-banner bbox=[1109, 65, 1335, 124]
article-text: Περιεργοτάτη δίκη ἐπὶ ἁρπαγῇ διεξήχθη χθὲς ἐν τῷ ἀκροατηρίῳ τοῦ Πλημμελειοδικείου. Κατηγορούμενοι ἦσαν τρεῖς νεανίαι ἐκ Κριεκουκίου κατηγορούμενοι ἐπὶ ἁρπαγῇ τῆς Μαρίας Ἀποστόλου. bbox=[869, 396, 1095, 440]
